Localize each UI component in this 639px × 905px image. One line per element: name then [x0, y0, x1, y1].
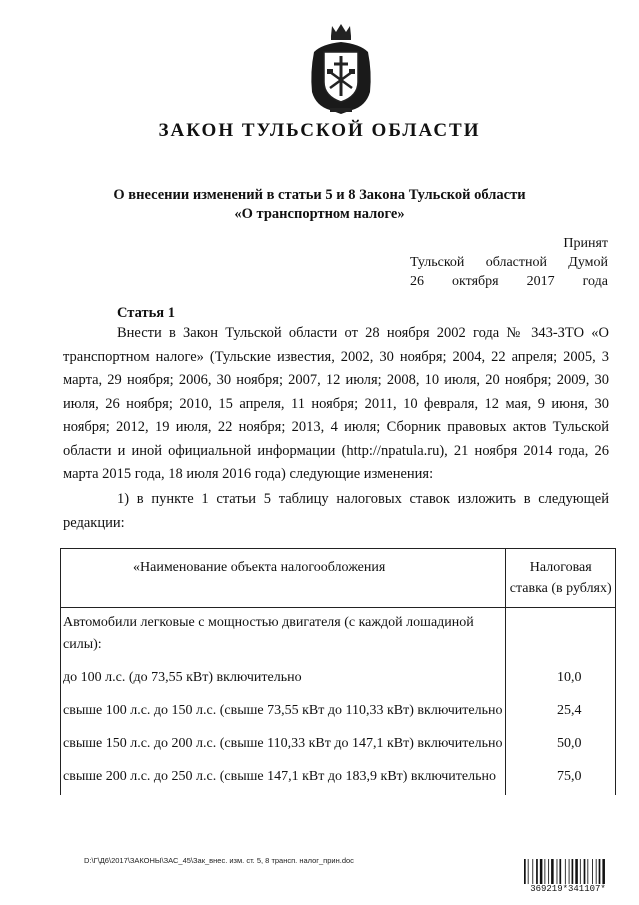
article-paragraph: Внести в Закон Тульской области от 28 ноября 2002 года № 343-ЗТО «О транспортном налоге» (Тульские известия, 2002, 30 ноября; 2004, 22 апреля; 2005, 3 марта, 29 ноября; 2006, 30 ноября; 2007, 12 июля; 2008, 10 июля, 20 ноября; 2009, 30 июля, 26 ноября; 2010, 15 апреля, 11 ноября; 2011, 10 февраля, 12 мая, 9 июня, 30 ноября; 2012, 19 июля, 22 ноября; 2013, 4 июля; Сборник правовых актов Тульской области и иной официальной информации (http://npatula.ru), 21 ноября 2014 года, 26 марта 2015 года, 18 июля 2016 года) следующие изменения:	[63, 325, 609, 482]
adopted-label: Принят	[563, 236, 608, 251]
column-header-rate-line-2: ставка (в рублях)	[509, 581, 612, 596]
table-row	[61, 663, 616, 696]
barcode-number: 369219*341107*	[523, 884, 613, 894]
item-paragraph: 1) в пункте 1 статьи 5 таблицу налоговых ставок изложить в следующей редакции:	[63, 491, 609, 531]
subtitle-line-2: «О транспортном налоге»	[234, 206, 405, 222]
law-subtitle	[60, 186, 579, 224]
row-name: свыше 200 л.с. до 250 л.с. (свыше 147,1 кВт до 183,9 кВт) включительно	[61, 762, 506, 795]
row-name: свыше 100 л.с. до 150 л.с. (свыше 73,55 кВт до 110,33 кВт) включительно	[61, 696, 506, 729]
column-header-rate	[506, 549, 616, 608]
row-rate: 75,0	[506, 762, 616, 795]
column-header-name: «Наименование объекта налогообложения	[61, 549, 506, 608]
row-rate: 50,0	[506, 729, 616, 762]
file-path-footer: D:\Г\Д6\2017\ЗАКОНЫ\ЗАС_45\Зак_внес. изм. ст. 5, 8 трансп. налог_прин.doc	[84, 856, 354, 865]
column-header-rate-line-1: Налоговая	[529, 560, 592, 575]
table-row	[61, 608, 616, 664]
row-name: до 100 л.с. (до 73,55 кВт) включительно	[61, 663, 506, 696]
adopted-date: 26 октября 2017 года	[410, 274, 608, 289]
row-rate	[506, 608, 616, 664]
row-rate: 25,4	[506, 696, 616, 729]
law-title: ЗАКОН ТУЛЬСКОЙ ОБЛАСТИ	[158, 120, 481, 141]
row-name: свыше 150 л.с. до 200 л.с. (свыше 110,33 кВт до 147,1 кВт) включительно	[61, 729, 506, 762]
adopted-by: Тульской областной Думой	[410, 255, 608, 270]
table-header-row	[61, 549, 616, 608]
coat-of-arms-icon	[300, 22, 382, 116]
table-row	[61, 762, 616, 795]
tax-rate-table	[60, 548, 616, 795]
article-heading: Статья 1	[117, 305, 175, 321]
row-rate: 10,0	[506, 663, 616, 696]
table-row	[61, 729, 616, 762]
row-name: Автомобили легковые с мощностью двигателя (с каждой лошадиной силы):	[61, 608, 506, 664]
table-row	[61, 696, 616, 729]
subtitle-line-1: О внесении изменений в статьи 5 и 8 Закона Тульской области	[113, 187, 526, 203]
